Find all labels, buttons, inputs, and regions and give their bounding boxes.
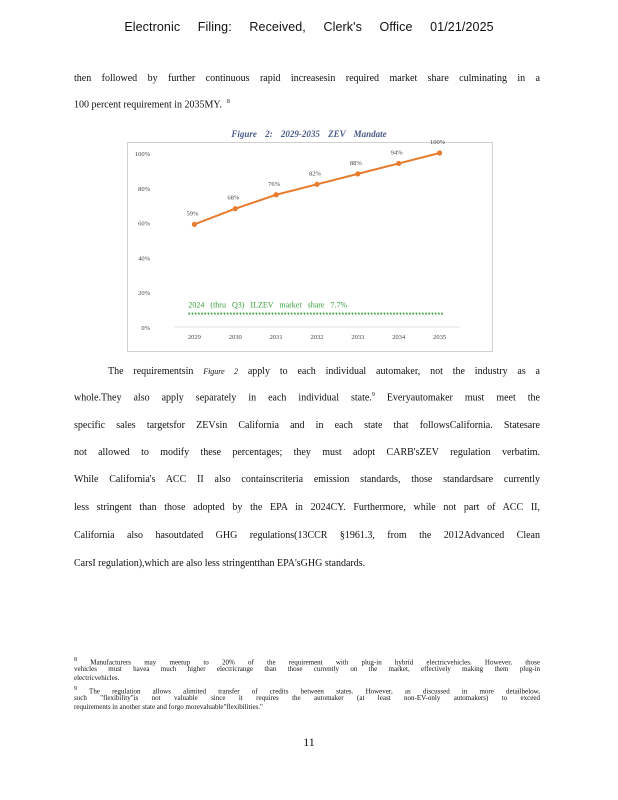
intro-line-2-text: 100 percent requirement in 2035MY.: [74, 99, 222, 111]
x-tick-label: 2031: [269, 334, 283, 341]
body-line-4: not allowed to modify these percentages; they must adopt CARB'sZEV regulation verbatim.: [74, 447, 540, 458]
mandate-series-line: [194, 153, 439, 224]
data-label: 59%: [186, 210, 199, 218]
body-line-1: [108, 366, 540, 377]
y-tick-label: 20%: [138, 290, 150, 298]
body-line-1-b: apply to each individual automaker, not the industry as a: [247, 366, 540, 377]
zev-mandate-chart: [127, 139, 493, 352]
mandate-data-point: [192, 222, 197, 227]
x-tick-label: 2034: [392, 334, 406, 341]
footnote-8-line-3: electricvehicles.: [74, 674, 120, 682]
body-line-7: California also hasoutdated GHG regulations(13CCR §1961.3, from the 2012Advanced Clean: [74, 530, 540, 541]
footnote-9-line-3: requirements in another state and forgo morevaluable"flexibilities.": [74, 703, 263, 711]
intro-line-2: [74, 99, 540, 110]
y-tick-label: 0%: [141, 325, 150, 332]
data-label: 94%: [390, 149, 403, 157]
mandate-data-point: [437, 150, 442, 155]
y-tick-label: 100%: [134, 151, 150, 158]
mandate-data-point: [233, 206, 238, 211]
footnote-8-text-1: Manufacturers may meetup to 20% of the requirement with plug-in hybrid electricvehicles. However, those: [90, 658, 540, 667]
mandate-data-point: [274, 192, 279, 197]
body-line-1-a: The requirementsin: [108, 366, 194, 377]
body-line-5: While California's ACC II also containscriteria emission standards, those standardsare currently: [74, 474, 540, 485]
mandate-data-point: [396, 161, 401, 166]
body-line-6: less stringent than those adopted by the EPA in 2024CY. Furthermore, while not part of ACC II,: [74, 502, 540, 513]
chart-svg: [128, 139, 492, 351]
x-tick-label: 2032: [310, 334, 324, 341]
footnote-ref-9: 9: [371, 392, 375, 398]
figure-reference: Figure 2: [203, 367, 238, 376]
data-label: 68%: [227, 194, 240, 202]
footnote-ref-8: 8: [226, 99, 230, 105]
chart-title: Figure 2: 2029-2035 ZEV Mandate: [231, 129, 387, 139]
filing-header: Electronic Filing: Received, Clerk's Office 01/21/2025: [124, 20, 494, 34]
body-line-3: specific sales targetsfor ZEVsin California and in each state that followsCalifornia. Statesare: [74, 420, 540, 431]
data-label: 88%: [349, 159, 362, 167]
footnote-8-line-2: vehicles must havea much higher electricrange than those currently on the market, effectively making them plug-in: [74, 665, 540, 673]
x-tick-label: 2030: [228, 334, 242, 341]
footnote-9-number: 9: [74, 686, 77, 692]
y-tick-label: 40%: [138, 255, 150, 263]
page-number: 11: [303, 735, 315, 749]
body-line-2-a: whole.They also apply separately in each individual state.: [74, 392, 372, 404]
body-line-2-b: Everyautomaker must meet the: [386, 392, 540, 404]
data-label: 76%: [268, 180, 281, 188]
x-tick-label: 2033: [351, 334, 365, 341]
footnote-8-number: 8: [74, 657, 77, 663]
baseline-annotation: 2024 (thru Q3) ILZEV market share 7.7%: [188, 300, 348, 310]
footnote-9-line-2: such "flexibility"is not valuable since it requires the automaker (at least non-EV-only automakers) to exceed: [74, 694, 540, 702]
mandate-data-point: [314, 182, 319, 187]
x-tick-label: 2035: [433, 334, 447, 341]
intro-line-1: then followed by further continuous rapid increasesin required market share culminating in a: [74, 73, 540, 84]
body-line-2: [74, 392, 540, 403]
footnote-9-text-1: The regulation allows alimited transfer of credits between states. However, as discussed in more detailbelow,: [89, 687, 540, 696]
y-tick-label: 60%: [138, 220, 150, 228]
body-line-8: CarsI regulation),which are also less stringentthan EPA'sGHG standards.: [74, 558, 366, 569]
data-label: 100%: [429, 139, 446, 146]
mandate-data-point: [355, 171, 360, 176]
data-label: 82%: [309, 170, 321, 178]
y-tick-label: 80%: [138, 185, 150, 193]
x-tick-label: 2029: [187, 334, 201, 341]
